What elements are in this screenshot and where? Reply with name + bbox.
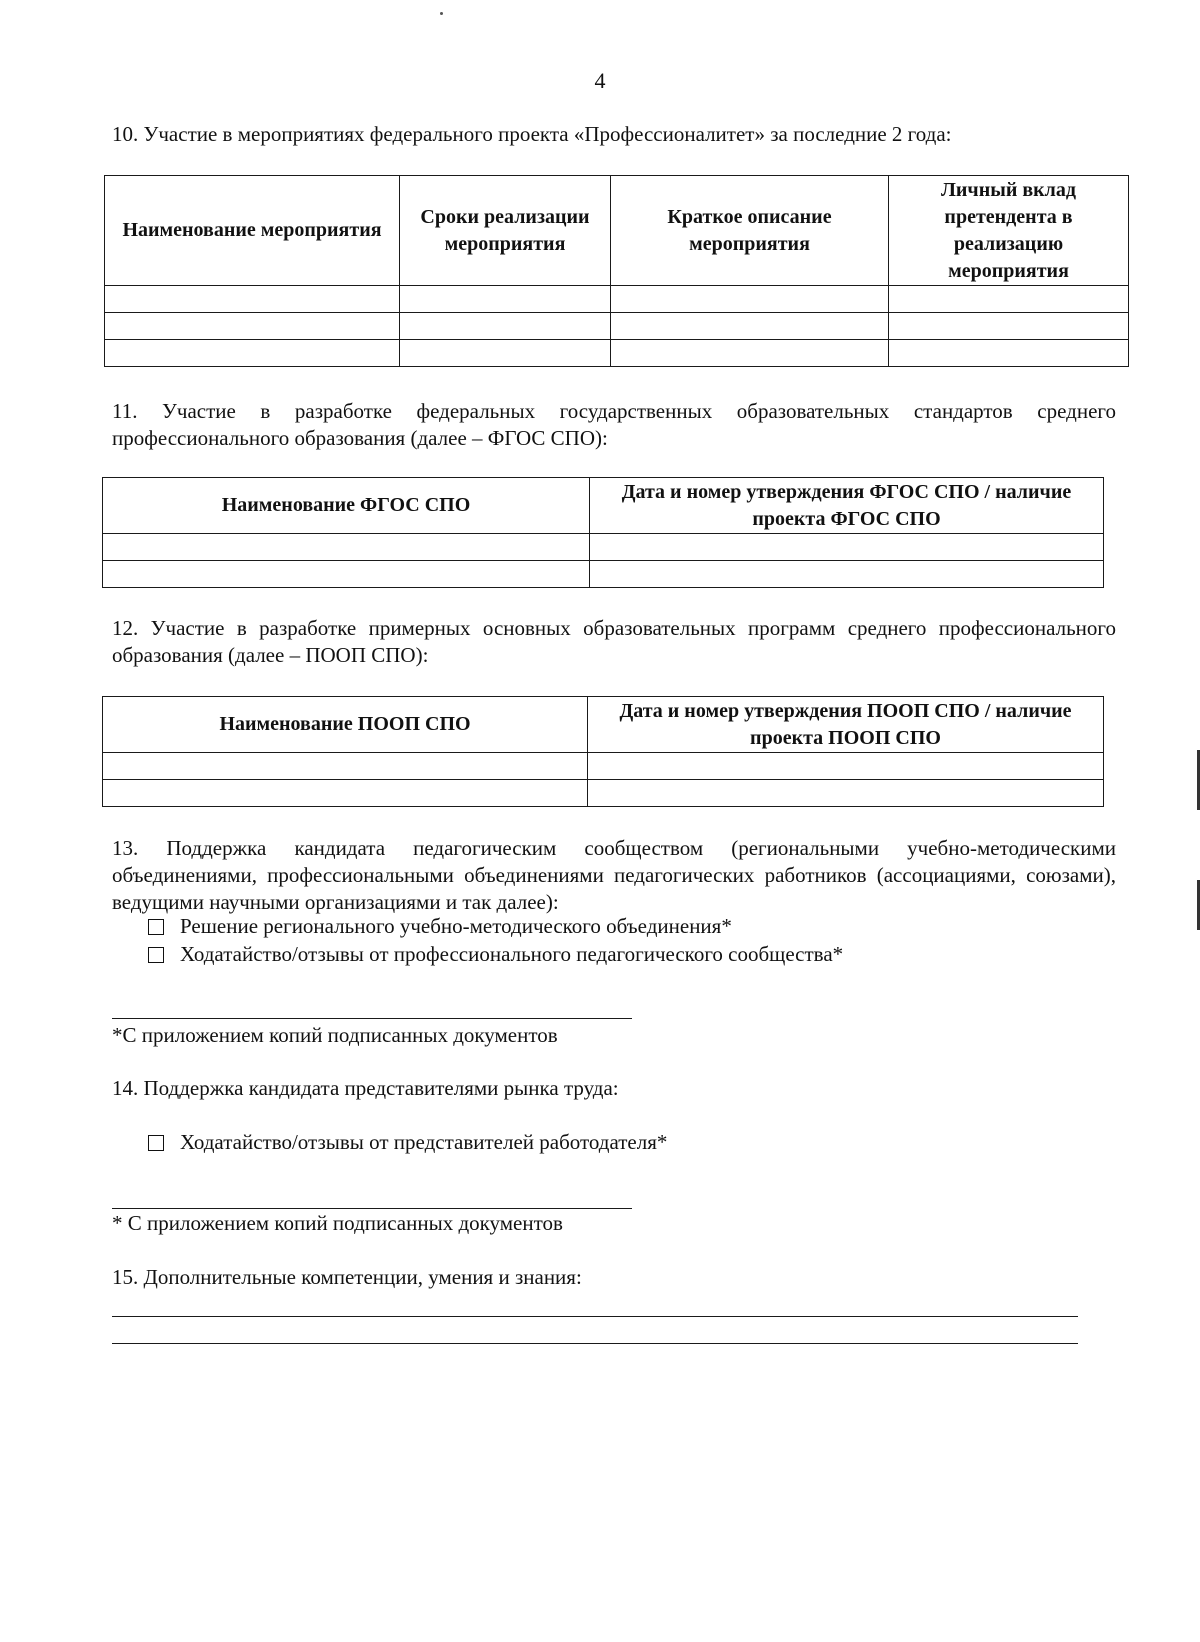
table-cell[interactable] [400,286,611,313]
events-table [104,175,1129,367]
column-header: Наименование ПООП СПО [103,697,588,753]
section-14-title: 14. Поддержка кандидата представителями рынка труда: [112,1076,619,1100]
footnote-divider [112,1208,632,1209]
table-cell[interactable] [588,780,1104,807]
column-header: Сроки реализации мероприятия [400,176,611,286]
column-header: Наименование мероприятия [105,176,400,286]
column-header: Наименование ФГОС СПО [103,478,590,534]
footnote-14: * С приложением копий подписанных документов [112,1211,563,1235]
column-header: Дата и номер утверждения ФГОС СПО / наличие проекта ФГОС СПО [590,478,1104,534]
table-cell[interactable] [103,561,590,588]
footnote-13: *С приложением копий подписанных документов [112,1023,558,1047]
table-header-row [103,478,1104,534]
scan-speck [440,12,443,15]
checkbox-icon[interactable] [148,919,164,935]
table-row [105,286,1129,313]
table-header-row [103,697,1104,753]
answer-line[interactable] [112,1343,1078,1344]
table-cell[interactable] [400,340,611,367]
section-11-title: 11. Участие в разработке федеральных государственных образовательных стандартов среднего профессионального образования (далее – ФГОС СПО): [112,399,1116,450]
table-row [103,780,1104,807]
table-cell[interactable] [889,313,1129,340]
table-cell[interactable] [611,340,889,367]
table-cell[interactable] [103,780,588,807]
column-header: Краткое описание мероприятия [611,176,889,286]
checkbox-label: Ходатайство/отзывы от представителей работодателя* [180,1130,668,1154]
table-cell[interactable] [611,286,889,313]
table-cell[interactable] [889,286,1129,313]
table-cell[interactable] [105,313,400,340]
page-number: 4 [594,68,606,93]
checkbox-icon[interactable] [148,947,164,963]
table-cell[interactable] [611,313,889,340]
table-row [105,313,1129,340]
section-13-title: 13. Поддержка кандидата педагогическим сообществом (региональными учебно-методическими объединениями, профессиональными объединениями педагогических работников (ассоциациями, союзами), ведущими научными организациями и так далее): [112,836,1116,914]
poop-table [102,696,1104,807]
section-10-title: 10. Участие в мероприятиях федерального проекта «Профессионалитет» за последние 2 года: [112,122,952,146]
answer-line[interactable] [112,1316,1078,1317]
footnote-divider [112,1018,632,1019]
table-cell[interactable] [105,340,400,367]
column-header: Дата и номер утверждения ПООП СПО / наличие проекта ПООП СПО [588,697,1104,753]
checkbox-label: Ходатайство/отзывы от профессионального педагогического сообщества* [180,942,844,966]
checkbox-option[interactable] [148,913,732,940]
table-row [103,534,1104,561]
table-cell[interactable] [588,753,1104,780]
checkbox-icon[interactable] [148,1135,164,1151]
checkbox-option[interactable] [148,941,843,968]
section-15-title: 15. Дополнительные компетенции, умения и знания: [112,1265,582,1289]
column-header: Личный вклад претендента в реализацию мероприятия [889,176,1129,286]
table-cell[interactable] [103,534,590,561]
table-cell[interactable] [103,753,588,780]
fgos-table [102,477,1104,588]
table-header-row [105,176,1129,286]
table-cell[interactable] [105,286,400,313]
table-cell[interactable] [590,534,1104,561]
checkbox-label: Решение регионального учебно-методического объединения* [180,914,732,938]
section-12-title: 12. Участие в разработке примерных основных образовательных программ среднего профессионального образования (далее – ПООП СПО): [112,616,1116,667]
table-cell[interactable] [590,561,1104,588]
checkbox-option[interactable] [148,1129,667,1156]
table-cell[interactable] [400,313,611,340]
table-row [103,561,1104,588]
table-row [105,340,1129,367]
table-cell[interactable] [889,340,1129,367]
table-row [103,753,1104,780]
